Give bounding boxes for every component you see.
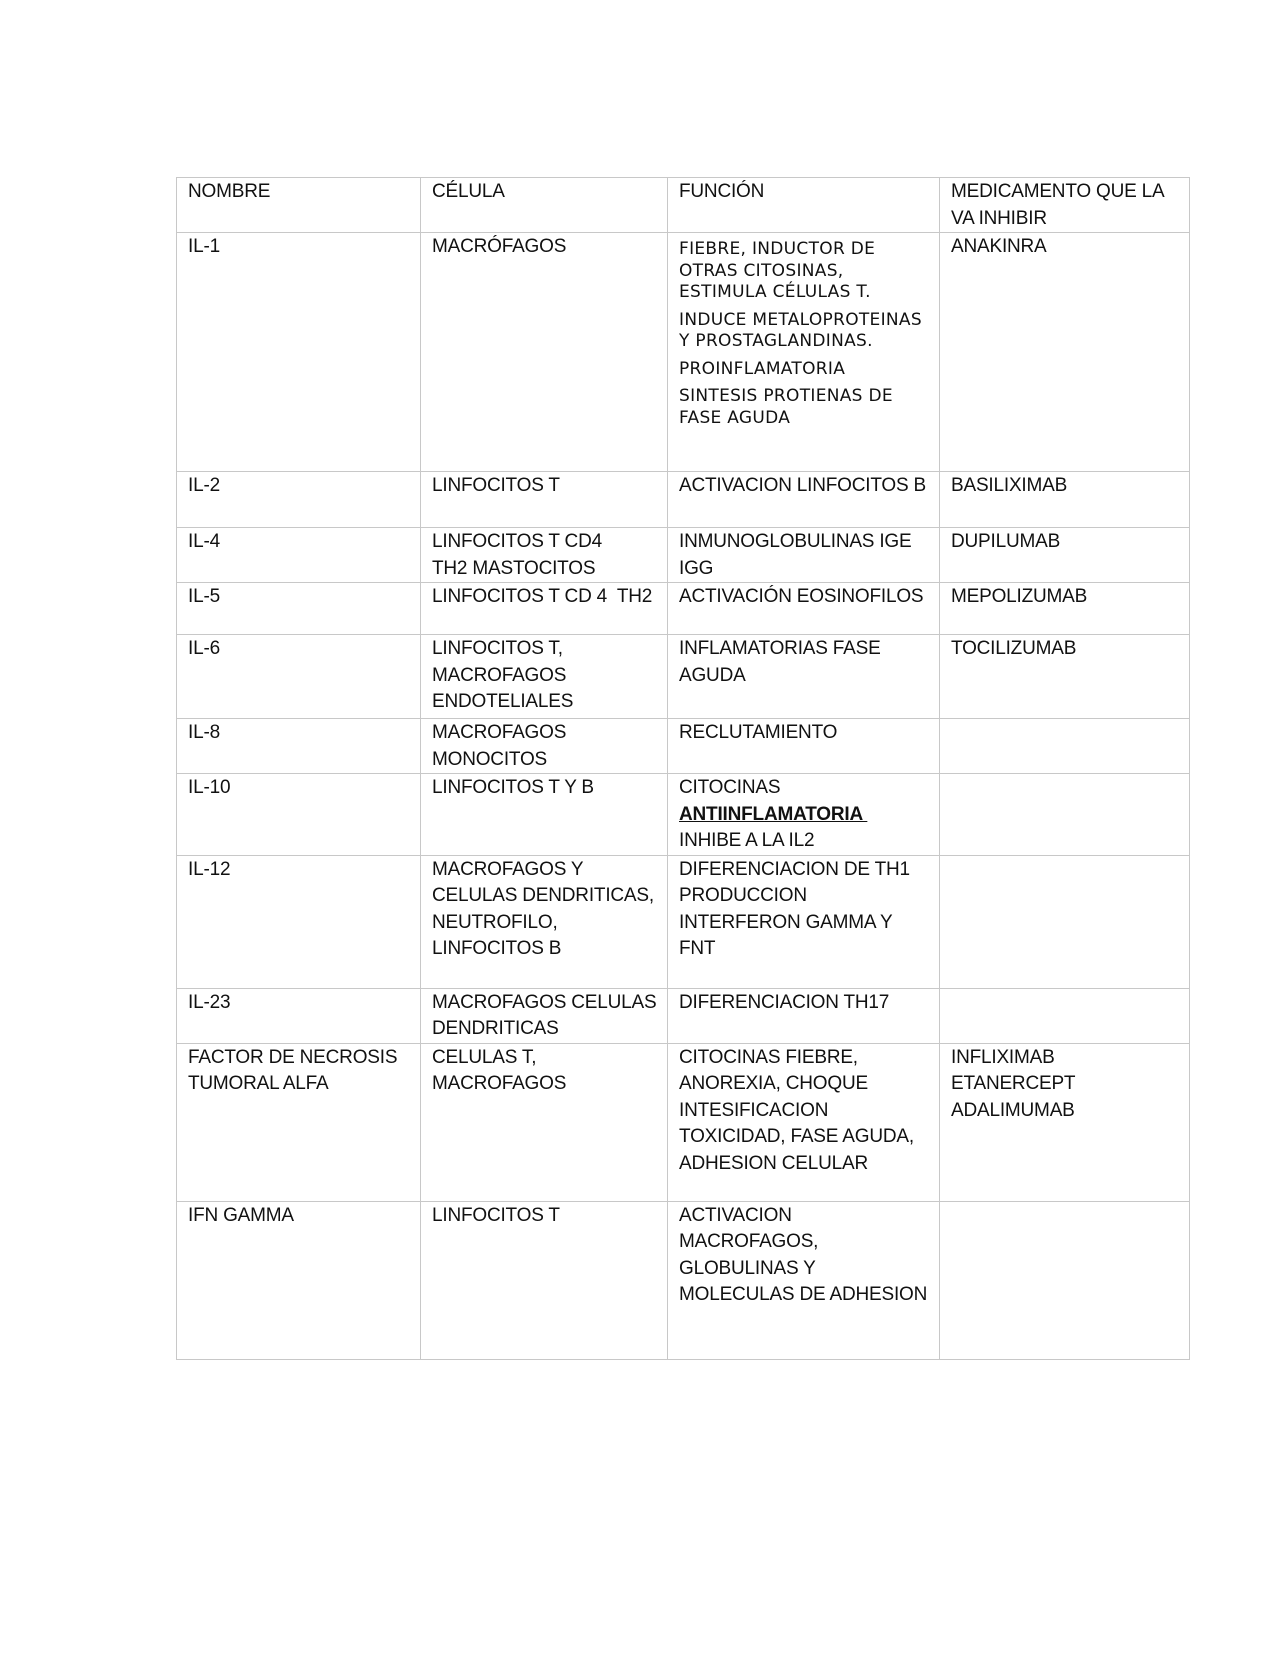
table-row xyxy=(177,233,1190,472)
medicamento-text: ANAKINRA xyxy=(951,236,1047,257)
cell-funcion xyxy=(668,583,940,635)
table-row xyxy=(177,855,1190,988)
celula-text: LINFOCITOS T Y B xyxy=(432,777,594,798)
cell-medicamento xyxy=(940,1201,1190,1359)
cell-celula xyxy=(421,1043,668,1201)
cell-funcion xyxy=(668,1201,940,1359)
cell-celula xyxy=(421,719,668,774)
cell-nombre xyxy=(177,635,421,719)
table-row xyxy=(177,1201,1190,1359)
cell-nombre xyxy=(177,472,421,528)
nombre-text: IL-10 xyxy=(188,777,231,798)
header-medicamento xyxy=(940,178,1190,233)
nombre-text: IL-4 xyxy=(188,531,220,552)
funcion-text: ACTIVACION LINFOCITOS B xyxy=(679,475,927,496)
celula-text: MACROFAGOS Y CELULAS DENDRITICAS, NEUTROFILO, LINFOCITOS B xyxy=(432,858,660,959)
cell-medicamento xyxy=(940,528,1190,583)
funcion-text: CITOCINAS FIEBRE, ANOREXIA, CHOQUE INTESIFICACION TOXICIDAD, FASE AGUDA, ADHESION CELULAR xyxy=(679,1046,918,1174)
funcion-text: PROINFLAMATORIA xyxy=(679,358,846,379)
cell-funcion xyxy=(668,233,940,472)
cell-medicamento xyxy=(940,719,1190,774)
funcion-text: DIFERENCIACION DE TH1 xyxy=(679,858,910,880)
cell-funcion xyxy=(668,1043,940,1201)
cell-nombre xyxy=(177,988,421,1043)
cell-medicamento xyxy=(940,472,1190,528)
funcion-text: ACTIVACIÓN EOSINOFILOS xyxy=(679,586,924,607)
medicamento-text: DUPILUMAB xyxy=(951,531,1061,552)
cell-nombre xyxy=(177,233,421,472)
cell-nombre xyxy=(177,528,421,583)
medicamento-text: TOCILIZUMAB xyxy=(951,638,1077,659)
cell-nombre xyxy=(177,1043,421,1201)
table-row xyxy=(177,719,1190,774)
celula-text: MACROFAGOS MONOCITOS xyxy=(432,722,572,770)
header-nombre-text: NOMBRE xyxy=(188,181,271,202)
celula-text: LINFOCITOS T xyxy=(432,1204,560,1226)
medicamento-text: MEPOLIZUMAB xyxy=(951,586,1088,607)
cell-funcion xyxy=(668,719,940,774)
header-celula xyxy=(421,178,668,233)
cell-celula xyxy=(421,528,668,583)
medicamento-text: BASILIXIMAB xyxy=(951,475,1068,496)
funcion-text: INFLAMATORIAS FASE AGUDA xyxy=(679,638,885,686)
table-row xyxy=(177,988,1190,1043)
cell-funcion xyxy=(668,472,940,528)
table-header-row xyxy=(177,178,1190,233)
cytokine-table xyxy=(176,177,1190,1360)
header-funcion xyxy=(668,178,940,233)
cell-medicamento xyxy=(940,583,1190,635)
cell-nombre xyxy=(177,774,421,856)
celula-text: LINFOCITOS T, MACROFAGOS ENDOTELIALES xyxy=(432,638,574,712)
funcion-text: RECLUTAMIENTO xyxy=(679,722,838,743)
funcion-text: ACTIVACION MACROFAGOS, GLOBULINAS Y MOLECULAS DE ADHESION xyxy=(679,1204,928,1305)
cell-medicamento xyxy=(940,774,1190,856)
celula-text: CELULAS T, MACROFAGOS xyxy=(432,1046,567,1094)
funcion-text: PRODUCCION INTERFERON GAMMA Y FNT xyxy=(679,885,898,959)
header-nombre xyxy=(177,178,421,233)
celula-text: LINFOCITOS T CD 4 TH2 xyxy=(432,586,653,607)
cell-celula xyxy=(421,583,668,635)
nombre-text: IL-12 xyxy=(188,858,231,880)
table-row xyxy=(177,774,1190,856)
celula-text: MACRÓFAGOS xyxy=(432,236,567,257)
cell-celula xyxy=(421,988,668,1043)
cell-celula xyxy=(421,855,668,988)
table-row xyxy=(177,528,1190,583)
funcion-text: CITOCINAS xyxy=(679,777,781,798)
celula-text: LINFOCITOS T CD4 xyxy=(432,531,602,552)
cell-funcion xyxy=(668,774,940,856)
cell-medicamento xyxy=(940,635,1190,719)
cell-nombre xyxy=(177,583,421,635)
funcion-text: SINTESIS PROTIENAS DE FASE AGUDA xyxy=(679,386,899,428)
cell-medicamento xyxy=(940,855,1190,988)
cell-nombre xyxy=(177,1201,421,1359)
header-celula-text: CÉLULA xyxy=(432,181,505,202)
nombre-text: IL-5 xyxy=(188,586,220,607)
table-row xyxy=(177,472,1190,528)
header-funcion-text: FUNCIÓN xyxy=(679,181,765,202)
medicamento-text: ETANERCEPT xyxy=(951,1073,1076,1094)
funcion-text: INMUNOGLOBULINAS IGE IGG xyxy=(679,531,917,579)
funcion-emphasis-text: ANTIINFLAMATORIA xyxy=(679,803,868,825)
nombre-text: FACTOR DE NECROSIS TUMORAL ALFA xyxy=(188,1046,403,1094)
funcion-text: FIEBRE, INDUCTOR DE OTRAS CITOSINAS, ESTIMULA CÉLULAS T. xyxy=(679,239,881,302)
cell-nombre xyxy=(177,855,421,988)
cell-funcion xyxy=(668,988,940,1043)
cell-celula xyxy=(421,472,668,528)
nombre-text: IL-2 xyxy=(188,475,220,496)
celula-text: MACROFAGOS CELULAS DENDRITICAS xyxy=(432,991,662,1039)
header-medicamento-text: MEDICAMENTO QUE LA VA INHIBIR xyxy=(951,181,1169,229)
cell-funcion xyxy=(668,855,940,988)
cell-nombre xyxy=(177,719,421,774)
cell-celula xyxy=(421,1201,668,1359)
cell-medicamento xyxy=(940,233,1190,472)
cell-celula xyxy=(421,233,668,472)
nombre-text: IFN GAMMA xyxy=(188,1204,294,1226)
table-row xyxy=(177,583,1190,635)
nombre-text: IL-23 xyxy=(188,991,231,1013)
medicamento-text: INFLIXIMAB xyxy=(951,1046,1055,1068)
cell-medicamento xyxy=(940,1043,1190,1201)
cell-medicamento xyxy=(940,988,1190,1043)
funcion-text: INDUCE METALOPROTEINAS Y PROSTAGLANDINAS. xyxy=(679,309,928,351)
cell-celula xyxy=(421,774,668,856)
table-row xyxy=(177,1043,1190,1201)
celula-text: TH2 MASTOCITOS xyxy=(432,557,596,579)
funcion-text: DIFERENCIACION TH17 xyxy=(679,991,890,1013)
funcion-text: INHIBE A LA IL2 xyxy=(679,830,815,851)
cell-funcion xyxy=(668,528,940,583)
table-row xyxy=(177,635,1190,719)
cell-funcion xyxy=(668,635,940,719)
cell-celula xyxy=(421,635,668,719)
celula-text: LINFOCITOS T xyxy=(432,475,560,496)
nombre-text: IL-1 xyxy=(188,236,220,257)
medicamento-text: ADALIMUMAB xyxy=(951,1099,1075,1121)
nombre-text: IL-8 xyxy=(188,722,220,743)
nombre-text: IL-6 xyxy=(188,638,220,659)
